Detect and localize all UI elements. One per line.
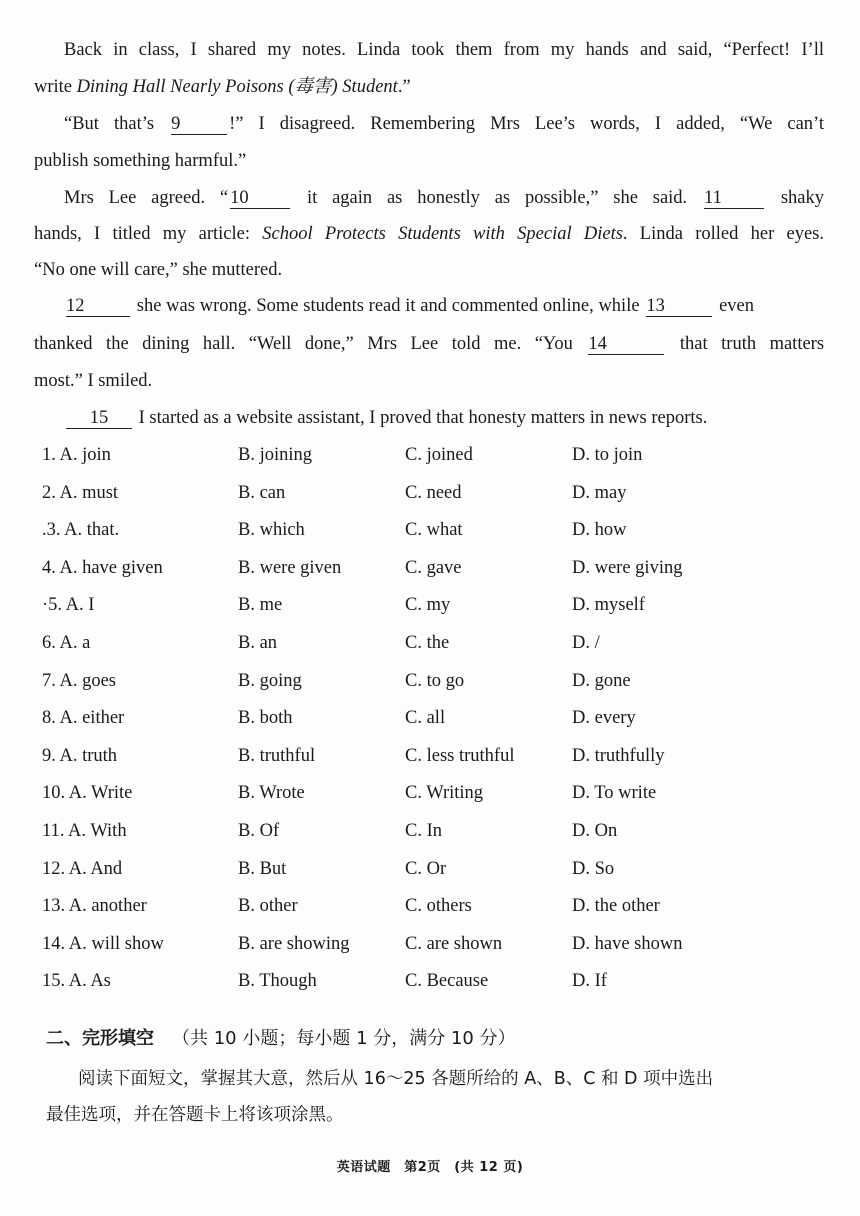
passage-line (34, 149, 824, 173)
passage-text: I started as a website assistant, I proved that honesty matters in news reports. (138, 408, 708, 428)
option-c: C. are shown (405, 933, 503, 954)
option-a: 2. A. must (42, 482, 119, 503)
passage-line (34, 222, 824, 246)
option-d: D. to join (572, 445, 643, 465)
option-row (0, 705, 860, 731)
option-b: B. an (238, 633, 278, 653)
option-d: D. / (572, 633, 600, 653)
option-d: D. If (572, 971, 607, 992)
passage-text: most.” I smiled. (34, 371, 153, 391)
passage-line (64, 112, 824, 136)
option-c: C. others (405, 896, 472, 917)
passage-text: write (34, 77, 77, 97)
instruction-text: 阅读下面短文，掌握其大意，然后从 16～25 各题所给的 A、B、C 和 D 项中选出 (78, 1069, 714, 1089)
option-b: B. truthful (238, 745, 316, 766)
option-a: 12. A. And (42, 858, 123, 879)
option-row (0, 893, 860, 919)
option-d: D. every (572, 708, 636, 729)
passage-line (64, 294, 754, 318)
passage-text: thanked the dining hall. “Well done,” Mrs Lee told me. “You (34, 334, 573, 354)
option-b: B. Wrote (238, 783, 305, 804)
passage-text: it again as honestly as possible,” she said. (306, 188, 688, 208)
option-d: D. the other (572, 896, 660, 917)
passage-line (34, 332, 824, 356)
option-a: .3. A. that. (42, 520, 120, 541)
section-heading (46, 1026, 516, 1052)
blank-15: 15 (66, 408, 132, 429)
option-c: C. need (405, 482, 462, 503)
option-b: B. Though (238, 971, 317, 992)
option-a: 10. A. Write (42, 783, 133, 804)
passage-text: !” I disagreed. Remembering Mrs Lee’s words, I added, “We can’t (229, 114, 825, 134)
option-c: C. my (405, 595, 451, 616)
option-b: B. which (238, 520, 305, 541)
option-d: D. gone (572, 670, 631, 691)
option-row (0, 818, 860, 844)
passage-text: .” (397, 77, 411, 97)
option-row (0, 555, 860, 581)
option-row (0, 480, 860, 506)
option-c: C. Because (405, 971, 489, 992)
passage-text: hands, I titled my article: (34, 224, 263, 244)
article-title-text: School Protects Students with Special Diets (262, 224, 623, 244)
blank-11: 11 (704, 188, 764, 209)
option-a: 11. A. With (42, 821, 127, 841)
passage-text: . Linda rolled her eyes. (622, 224, 824, 244)
option-a: 15. A. As (42, 971, 111, 992)
blank-12: 12 (66, 296, 130, 317)
section-title: 二、完形填空 (46, 1028, 154, 1049)
option-b: B. Of (238, 821, 280, 841)
blank-10: 10 (230, 188, 290, 209)
option-d: D. have shown (572, 933, 683, 954)
option-d: D. So (572, 858, 615, 879)
option-c: C. In (405, 821, 442, 841)
blank-13: 13 (646, 296, 712, 317)
option-c: C. what (405, 520, 463, 541)
option-d: D. myself (572, 595, 645, 616)
headline-text: Dining Hall Nearly Poisons (毒害) Student (76, 77, 398, 97)
option-d: D. To write (572, 783, 657, 804)
passage-text: she was wrong. Some students read it and commented online, while (136, 296, 640, 316)
blank-14: 14 (588, 334, 664, 355)
option-row (0, 856, 860, 882)
passage-text: Back in class, I shared my notes. Linda took them from my hands and said, “Perfect! I’ll (64, 40, 824, 60)
option-c: C. to go (405, 670, 465, 691)
passage-line (64, 38, 824, 62)
option-row (0, 442, 860, 468)
option-row (0, 630, 860, 656)
option-row (0, 517, 860, 543)
option-b: B. But (238, 858, 287, 879)
option-b: B. both (238, 708, 293, 729)
option-a: 6. A. a (42, 633, 91, 653)
option-b: B. other (238, 896, 298, 917)
passage-line (64, 186, 824, 210)
option-a: ·5. A. I (42, 595, 95, 616)
passage-line (64, 406, 754, 430)
option-d: D. On (572, 821, 618, 841)
option-d: D. may (572, 482, 627, 503)
instruction-line (46, 1102, 782, 1128)
option-d: D. were giving (572, 557, 683, 578)
passage-text: “No one will care,” she muttered. (34, 260, 283, 280)
option-row (0, 780, 860, 806)
section-note: （共 10 小题；每小题 1 分，满分 10 分） (172, 1028, 516, 1049)
option-b: B. joining (238, 445, 313, 465)
option-d: D. how (572, 520, 627, 541)
option-a: 9. A. truth (42, 745, 118, 766)
option-b: B. me (238, 595, 283, 616)
option-b: B. can (238, 482, 286, 503)
passage-text: even (719, 296, 755, 316)
option-c: C. the (405, 633, 450, 653)
page-footer: 英语试题 第2页 (共 12 页) (336, 1160, 524, 1175)
passage-text: Mrs Lee agreed. “ (64, 188, 229, 208)
option-row (0, 592, 860, 618)
passage-text: publish something harmful.” (34, 151, 247, 171)
instruction-text: 最佳选项，并在答题卡上将该项涂黑。 (46, 1105, 344, 1125)
option-d: D. truthfully (572, 745, 665, 766)
passage-line (34, 75, 824, 99)
option-c: C. gave (405, 557, 462, 578)
option-a: 7. A. goes (42, 670, 116, 691)
passage-line (34, 258, 824, 282)
option-a: 8. A. either (42, 708, 125, 729)
option-row (0, 668, 860, 694)
passage-line (34, 369, 824, 393)
passage-text: “But that’s (64, 114, 155, 134)
option-c: C. Writing (405, 783, 484, 804)
option-b: B. were given (238, 557, 342, 578)
option-b: B. going (238, 670, 302, 691)
passage-text: shaky (780, 188, 824, 208)
option-a: 1. A. join (42, 445, 111, 465)
option-c: C. Or (405, 858, 447, 879)
option-c: C. less truthful (405, 745, 515, 766)
option-c: C. joined (405, 445, 473, 465)
option-row (0, 931, 860, 957)
instruction-line (78, 1066, 778, 1092)
option-a: 4. A. have given (42, 557, 163, 578)
blank-9: 9 (171, 114, 227, 135)
option-c: C. all (405, 708, 446, 729)
option-row (0, 968, 860, 994)
passage-text: that truth matters (679, 334, 825, 354)
option-a: 13. A. another (42, 896, 147, 917)
option-row (0, 743, 860, 769)
option-a: 14. A. will show (42, 933, 164, 954)
option-b: B. are showing (238, 933, 350, 954)
